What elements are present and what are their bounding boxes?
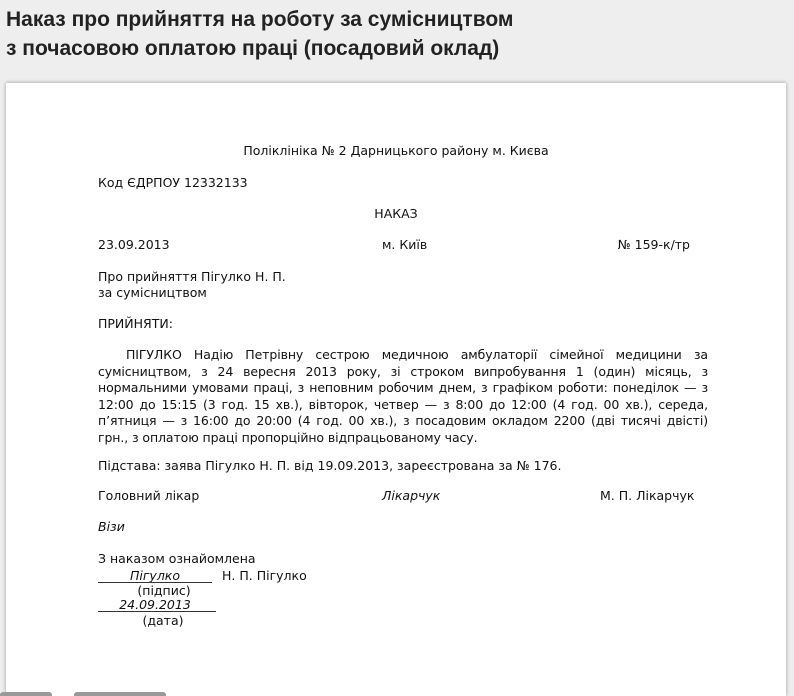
page-title-line-2: з почасовою оплатою праці (посадовий оклад) <box>6 37 500 60</box>
page-title <box>6 5 786 63</box>
visas-label: Візи <box>98 519 125 534</box>
subject-line-2: за сумісництвом <box>98 285 207 300</box>
acknowledgement-date: 24.09.2013 <box>119 597 191 612</box>
employee-name: Н. П. Пігулко <box>222 568 307 583</box>
document-sheet <box>6 83 786 696</box>
document-type: НАКАЗ <box>374 206 418 221</box>
document-number: № 159-к/тр <box>617 237 690 252</box>
document-date: 23.09.2013 <box>98 237 170 252</box>
head-title: Головний лікар <box>98 488 200 503</box>
signature-caption: (підпис) <box>137 583 191 598</box>
head-name: М. П. Лікарчук <box>600 488 695 503</box>
date-underline <box>98 611 216 612</box>
edrpou-code: Код ЄДРПОУ 12332133 <box>98 175 248 190</box>
document-city: м. Київ <box>382 237 428 252</box>
date-caption: (дата) <box>142 613 184 628</box>
organization-name: Поліклініка № 2 Дарницького району м. Києва <box>243 143 549 158</box>
page-title-line-1: Наказ про прийняття на роботу за сумісництвом <box>6 8 514 31</box>
bottom-tab[interactable] <box>0 692 52 696</box>
acquainted-label: З наказом ознайомлена <box>98 551 256 566</box>
subject-line-1: Про прийняття Пігулко Н. П. <box>98 269 286 284</box>
order-body: ПІГУЛКО Надію Петрівну сестрою медичною амбулаторії сімейної медицини за сумісництвом, з 24 вересня 2013 року, зі строком випробування 1 (один) місяць, з нормальними умовами праці, з неповним робочим днем, з графіком роботи: понеділок — з 12:00 до 15:15 (3 год. 15 хв.), вівторок, четвер — з 8:00 до 12:00 (4 год. 00 хв.), середа, п’ятниця — з 16:00 до 20:00 (4 год. 00 хв.), з посадовим окладом 2200 (дві тисячі двісті) грн., з оплатою праці пропорційно відпрацьованому часу. <box>98 347 708 445</box>
bottom-tab[interactable] <box>74 692 166 696</box>
employee-signature: Пігулко <box>129 568 181 583</box>
basis-line: Підстава: заява Пігулко Н. П. від 19.09.2013, зареєстрована за № 176. <box>98 458 562 473</box>
head-signature: Лікарчук <box>382 488 441 503</box>
action-heading: ПРИЙНЯТИ: <box>98 316 173 331</box>
